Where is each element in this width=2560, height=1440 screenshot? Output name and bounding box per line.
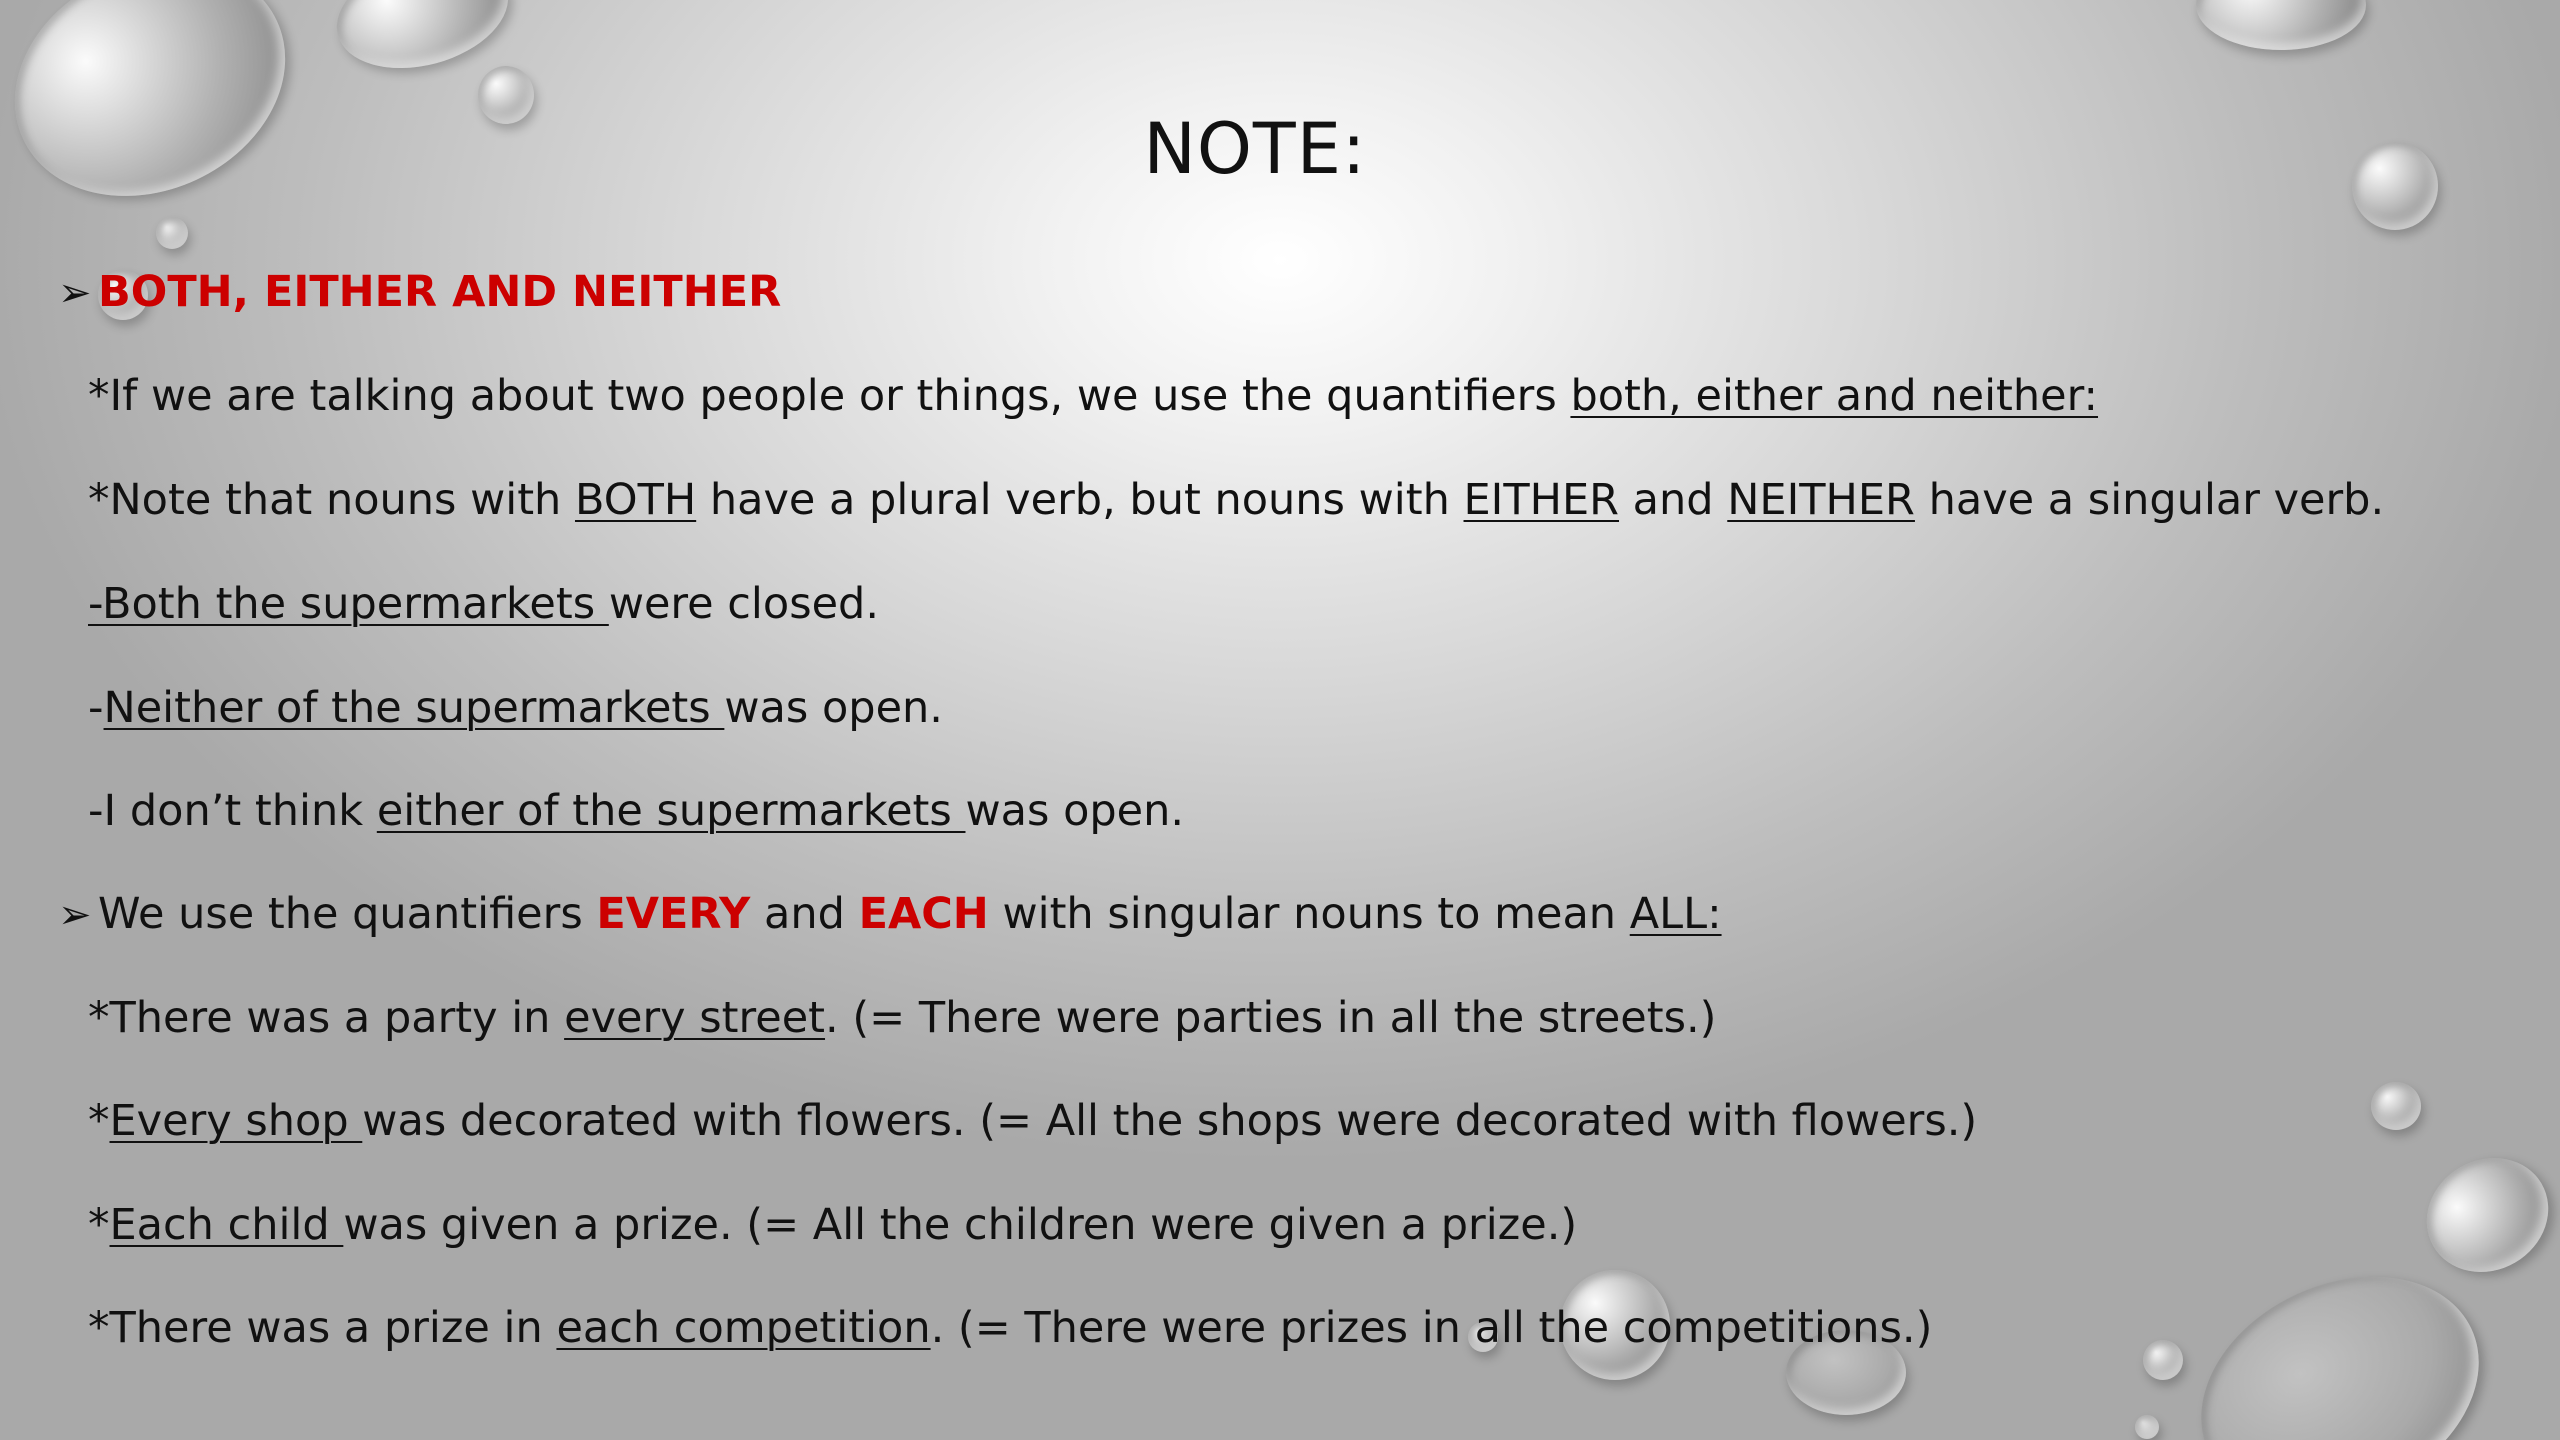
underlined-text: BOTH xyxy=(574,475,697,525)
underlined-text: -Both the supermarkets xyxy=(88,579,609,629)
text-span: * xyxy=(88,1200,110,1250)
water-drop-decoration xyxy=(2406,1136,2560,1294)
underlined-text: both, either and neither: xyxy=(1570,371,2099,421)
text-line-1 xyxy=(88,368,2098,424)
text-span: We use the quantifiers xyxy=(98,889,597,939)
underlined-text: Neither of the supermarkets xyxy=(103,683,725,733)
text-span: was given a prize. (= All the children were given a prize.) xyxy=(343,1200,1578,1250)
text-span: . (= There were parties in all the streets.) xyxy=(825,993,1717,1043)
text-span: * xyxy=(88,1096,110,1146)
text-span: *There was a party in xyxy=(88,993,565,1043)
text-span: *Note that nouns with xyxy=(88,475,575,525)
heading-line xyxy=(58,264,781,321)
underlined-text: EITHER xyxy=(1463,475,1620,525)
highlight-every: EVERY xyxy=(596,889,751,939)
text-span: - xyxy=(88,683,104,733)
text-span: and xyxy=(1619,475,1728,525)
slide-title: NOTE: xyxy=(1143,108,1367,190)
underlined-text: ALL: xyxy=(1629,889,1722,939)
water-drop-decoration xyxy=(156,217,188,249)
underlined-text: Each child xyxy=(109,1200,344,1250)
underlined-text: Every shop xyxy=(109,1096,363,1146)
text-line-3 xyxy=(88,576,879,632)
text-line-4 xyxy=(88,680,943,736)
text-span: and xyxy=(750,889,859,939)
bullet-line-every-each xyxy=(58,886,1722,943)
underlined-text: each competition xyxy=(556,1303,931,1353)
text-span: was decorated with flowers. (= All the shops were decorated with flowers.) xyxy=(362,1096,1978,1146)
text-span: . (= There were prizes in all the competitions.) xyxy=(930,1303,1933,1353)
text-line-7 xyxy=(88,990,1716,1046)
arrow-bullet-icon: ➢ xyxy=(58,892,92,938)
underlined-text: every street xyxy=(564,993,826,1043)
text-span: was open. xyxy=(724,683,943,733)
text-span: have a singular verb. xyxy=(1914,475,2385,525)
water-drop-decoration xyxy=(2196,0,2366,50)
underlined-text: either of the supermarkets xyxy=(376,786,966,836)
underlined-text: NEITHER xyxy=(1727,475,1915,525)
text-span: have a plural verb, but nouns with xyxy=(696,475,1464,525)
text-line-8 xyxy=(88,1093,1977,1149)
text-line-10 xyxy=(88,1300,1932,1356)
text-span: *There was a prize in xyxy=(88,1303,557,1353)
highlight-each: EACH xyxy=(858,889,989,939)
section-heading: BOTH, EITHER AND NEITHER xyxy=(98,267,782,317)
water-drop-decoration xyxy=(2371,1082,2421,1130)
text-span: *If we are talking about two people or things, we use the quantifiers xyxy=(88,371,1571,421)
text-span: -I don’t think xyxy=(88,786,377,836)
text-span: with singular nouns to mean xyxy=(988,889,1630,939)
water-drop-decoration xyxy=(2135,1415,2159,1439)
text-span: were closed. xyxy=(608,579,880,629)
text-span: was open. xyxy=(965,786,1185,836)
arrow-bullet-icon: ➢ xyxy=(58,270,92,316)
text-line-9 xyxy=(88,1197,1577,1253)
text-line-2 xyxy=(88,472,2384,528)
text-line-5 xyxy=(88,783,1184,839)
water-drop-decoration xyxy=(2143,1340,2183,1380)
